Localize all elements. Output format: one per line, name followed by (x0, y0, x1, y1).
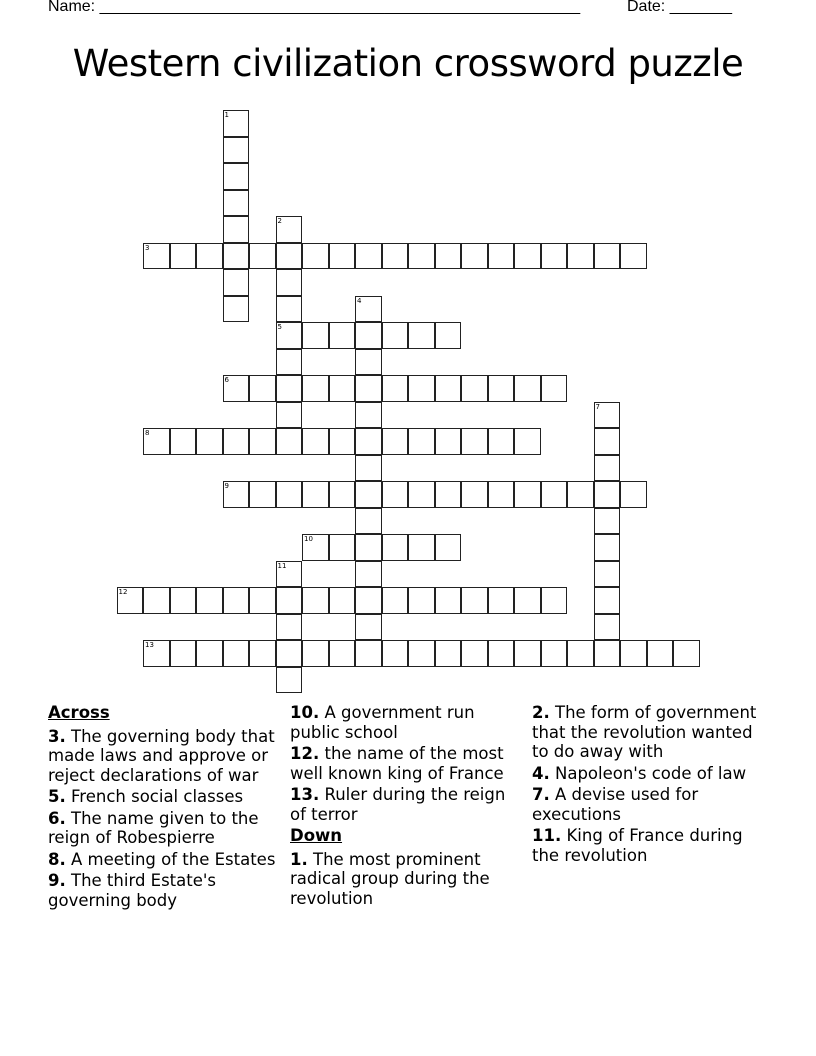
crossword-cell[interactable] (435, 481, 462, 508)
crossword-cell[interactable] (435, 243, 462, 270)
crossword-cell[interactable] (435, 587, 462, 614)
crossword-cell[interactable] (461, 243, 488, 270)
crossword-cell[interactable] (355, 508, 382, 535)
clue-number: 13. (290, 785, 320, 804)
clue-down-11 (532, 826, 764, 865)
crossword-cell[interactable] (594, 640, 621, 667)
crossword-cell[interactable] (461, 428, 488, 455)
crossword-cell[interactable] (329, 428, 356, 455)
crossword-cell[interactable] (249, 640, 276, 667)
crossword-cell[interactable] (355, 428, 382, 455)
crossword-cell[interactable] (461, 640, 488, 667)
crossword-cell[interactable] (382, 243, 409, 270)
crossword-cell[interactable] (673, 640, 700, 667)
crossword-cell[interactable] (382, 587, 409, 614)
crossword-cell[interactable] (541, 243, 568, 270)
clue-text: The third Estate's governing body (48, 871, 217, 910)
cell-number: 11 (277, 561, 287, 570)
crossword-cell[interactable] (514, 375, 541, 402)
crossword-cell[interactable] (223, 190, 250, 217)
crossword-cell[interactable] (223, 269, 250, 296)
crossword-cell[interactable] (143, 587, 170, 614)
clue-across-6 (48, 809, 280, 848)
clue-across-10 (290, 703, 522, 742)
crossword-cell[interactable] (567, 640, 594, 667)
crossword-cell[interactable] (647, 640, 674, 667)
across-heading: Across (48, 703, 110, 722)
date-field-label[interactable]: Date: _______ (627, 0, 732, 15)
crossword-cell[interactable] (355, 455, 382, 482)
crossword-cell[interactable] (541, 375, 568, 402)
crossword-cell[interactable] (249, 587, 276, 614)
crossword-cell[interactable] (594, 243, 621, 270)
cell-number: 1 (224, 111, 229, 119)
crossword-cell[interactable] (488, 587, 515, 614)
crossword-cell[interactable] (514, 243, 541, 270)
crossword-cell[interactable] (594, 481, 621, 508)
crossword-cell[interactable] (408, 243, 435, 270)
clues-column-2 (290, 703, 522, 910)
cell-number: 12 (118, 588, 128, 596)
crossword-cell[interactable] (620, 640, 647, 667)
clue-text: The most prominent radical group during the revolution (290, 849, 490, 908)
crossword-cell[interactable] (488, 428, 515, 455)
crossword-cell[interactable] (382, 428, 409, 455)
crossword-cell[interactable] (435, 640, 462, 667)
crossword-cell[interactable] (488, 375, 515, 402)
crossword-cell[interactable] (196, 587, 223, 614)
clue-text: A meeting of the Estates (71, 849, 276, 869)
crossword-cell[interactable] (276, 428, 303, 455)
crossword-cell[interactable] (276, 269, 303, 296)
clue-text: The form of government that the revolution wanted to do away with (532, 703, 757, 761)
clue-number: 12. (290, 744, 320, 763)
crossword-cell[interactable] (461, 375, 488, 402)
crossword-cell[interactable] (249, 243, 276, 270)
clue-text: A government run public school (290, 703, 475, 742)
crossword-cell[interactable] (408, 428, 435, 455)
clue-number: 3. (48, 726, 66, 746)
crossword-cell[interactable] (276, 243, 303, 270)
crossword-cell[interactable] (276, 587, 303, 614)
clue-text: the name of the most well known king of France (290, 744, 504, 783)
crossword-cell[interactable] (620, 481, 647, 508)
crossword-cell[interactable] (408, 640, 435, 667)
crossword-cell[interactable] (196, 243, 223, 270)
crossword-cell[interactable] (594, 614, 621, 641)
crossword-cell[interactable] (302, 428, 329, 455)
crossword-cell[interactable] (355, 614, 382, 641)
crossword-cell[interactable] (302, 481, 329, 508)
crossword-cell[interactable] (408, 375, 435, 402)
crossword-cell[interactable] (276, 481, 303, 508)
crossword-cell[interactable] (594, 534, 621, 561)
crossword-cell[interactable] (382, 534, 409, 561)
cell-number: 2 (277, 217, 282, 225)
crossword-cell[interactable] (355, 349, 382, 376)
crossword-cell[interactable] (488, 640, 515, 667)
cell-number: 7 (595, 402, 600, 411)
crossword-cell[interactable] (302, 534, 329, 561)
crossword-cell[interactable] (355, 322, 382, 349)
crossword-cell[interactable] (223, 216, 250, 243)
crossword-cell[interactable] (170, 243, 197, 270)
crossword-cell[interactable] (223, 640, 250, 667)
clue-down-2 (532, 703, 764, 762)
cell-number: 4 (357, 296, 362, 305)
crossword-cell[interactable] (567, 243, 594, 270)
cell-number: 5 (277, 323, 282, 331)
crossword-cell[interactable] (594, 428, 621, 455)
crossword-cell[interactable] (594, 455, 621, 482)
clue-number: 4. (532, 763, 550, 783)
crossword-cell[interactable] (355, 375, 382, 402)
crossword-cell[interactable] (541, 481, 568, 508)
down-heading: Down (290, 826, 343, 845)
clue-text: Ruler during the reign of terror (290, 785, 506, 824)
crossword-cell[interactable] (620, 243, 647, 270)
crossword-cell[interactable] (143, 640, 170, 667)
crossword-cell[interactable] (276, 216, 303, 243)
crossword-cell[interactable] (355, 402, 382, 429)
clue-text: The governing body that made laws and approve or reject declarations of war (48, 726, 275, 785)
cell-number: 8 (145, 429, 150, 437)
crossword-cell[interactable] (329, 243, 356, 270)
crossword-cell[interactable] (541, 587, 568, 614)
crossword-cell[interactable] (594, 561, 621, 588)
crossword-cell[interactable] (249, 481, 276, 508)
crossword-cell[interactable] (223, 296, 250, 323)
crossword-cell[interactable] (461, 481, 488, 508)
crossword-cell[interactable] (223, 481, 250, 508)
crossword-cell[interactable] (223, 163, 250, 190)
clue-down-4 (532, 764, 764, 784)
crossword-cell[interactable] (355, 243, 382, 270)
clue-across-3 (48, 727, 280, 786)
crossword-cell[interactable] (276, 640, 303, 667)
crossword-cell[interactable] (223, 587, 250, 614)
crossword-cell[interactable] (143, 428, 170, 455)
crossword-cell[interactable] (594, 402, 621, 429)
clue-down-1 (290, 850, 522, 909)
clue-across-9 (48, 871, 280, 910)
clue-text: The name given to the reign of Robespierre (48, 808, 259, 847)
crossword-cell[interactable] (435, 534, 462, 561)
crossword-cell[interactable] (170, 428, 197, 455)
crossword-cell[interactable] (302, 640, 329, 667)
crossword-cell[interactable] (382, 640, 409, 667)
clue-number: 1. (290, 849, 308, 869)
crossword-cell[interactable] (170, 587, 197, 614)
crossword-cell[interactable] (329, 375, 356, 402)
crossword-cell[interactable] (196, 428, 223, 455)
crossword-cell[interactable] (435, 428, 462, 455)
clue-number: 5. (48, 787, 66, 806)
crossword-cell[interactable] (302, 375, 329, 402)
cell-number: 13 (145, 641, 154, 649)
crossword-cell[interactable] (143, 243, 170, 270)
clue-across-13 (290, 785, 522, 824)
crossword-cell[interactable] (514, 481, 541, 508)
crossword-cell[interactable] (355, 534, 382, 561)
crossword-cell[interactable] (117, 587, 144, 614)
clue-number: 8. (48, 849, 66, 869)
crossword-cell[interactable] (514, 587, 541, 614)
crossword-cell[interactable] (276, 296, 303, 323)
crossword-cell[interactable] (302, 587, 329, 614)
crossword-cell[interactable] (302, 243, 329, 270)
crossword-cell[interactable] (355, 561, 382, 588)
crossword-cell[interactable] (249, 375, 276, 402)
crossword-cell[interactable] (514, 428, 541, 455)
crossword-cell[interactable] (329, 534, 356, 561)
clue-text: A devise used for executions (532, 785, 699, 824)
name-field-label[interactable]: Name: ______________________________________________________ (48, 0, 581, 15)
crossword-cell[interactable] (541, 640, 568, 667)
crossword-cell[interactable] (276, 375, 303, 402)
crossword-cell[interactable] (355, 640, 382, 667)
clue-number: 6. (48, 808, 66, 828)
crossword-cell[interactable] (408, 534, 435, 561)
clue-across-8 (48, 850, 280, 870)
clue-number: 10. (290, 703, 320, 722)
crossword-cell[interactable] (382, 322, 409, 349)
crossword-cell[interactable] (223, 137, 250, 164)
cell-number: 3 (145, 243, 150, 252)
clues-column-1 (48, 703, 280, 912)
crossword-cell[interactable] (223, 110, 250, 137)
crossword-cell[interactable] (408, 481, 435, 508)
crossword-cell[interactable] (302, 322, 329, 349)
crossword-cell[interactable] (488, 481, 515, 508)
crossword-cell[interactable] (488, 243, 515, 270)
crossword-cell[interactable] (329, 587, 356, 614)
crossword-cell[interactable] (408, 587, 435, 614)
crossword-cell[interactable] (514, 640, 541, 667)
crossword-cell[interactable] (382, 375, 409, 402)
crossword-cell[interactable] (276, 402, 303, 429)
crossword-cell[interactable] (408, 322, 435, 349)
clue-text: Napoleon's code of law (555, 763, 747, 783)
crossword-cell[interactable] (567, 481, 594, 508)
crossword-cell[interactable] (329, 322, 356, 349)
crossword-cell[interactable] (276, 561, 303, 588)
clues-column-3 (532, 703, 764, 867)
crossword-cell[interactable] (223, 375, 250, 402)
crossword-cell[interactable] (594, 587, 621, 614)
clue-across-5 (48, 787, 280, 807)
page-title: Western civilization crossword puzzle (72, 42, 744, 85)
clue-across-12 (290, 744, 522, 783)
crossword-cell[interactable] (223, 428, 250, 455)
crossword-cell[interactable] (276, 614, 303, 641)
crossword-cell[interactable] (355, 296, 382, 323)
cell-number: 6 (224, 376, 229, 384)
crossword-cell[interactable] (170, 640, 197, 667)
cell-number: 9 (224, 482, 229, 490)
crossword-cell[interactable] (594, 508, 621, 535)
clue-number: 7. (532, 785, 550, 804)
crossword-cell[interactable] (329, 481, 356, 508)
crossword-cell[interactable] (435, 322, 462, 349)
crossword-cell[interactable] (196, 640, 223, 667)
clue-number: 11. (532, 826, 562, 845)
crossword-cell[interactable] (435, 375, 462, 402)
crossword-cell[interactable] (382, 481, 409, 508)
crossword-cell[interactable] (223, 243, 250, 270)
crossword-cell[interactable] (276, 322, 303, 349)
crossword-cell[interactable] (355, 587, 382, 614)
crossword-cell[interactable] (461, 587, 488, 614)
clue-number: 2. (532, 703, 550, 722)
clue-down-7 (532, 785, 764, 824)
crossword-cell[interactable] (329, 640, 356, 667)
crossword-cell[interactable] (276, 349, 303, 376)
clue-number: 9. (48, 871, 66, 890)
crossword-cell[interactable] (249, 428, 276, 455)
clue-text: French social classes (71, 787, 244, 806)
cell-number: 10 (304, 535, 313, 543)
crossword-cell[interactable] (355, 481, 382, 508)
clue-text: King of France during the revolution (532, 826, 743, 865)
crossword-cell[interactable] (276, 667, 303, 694)
